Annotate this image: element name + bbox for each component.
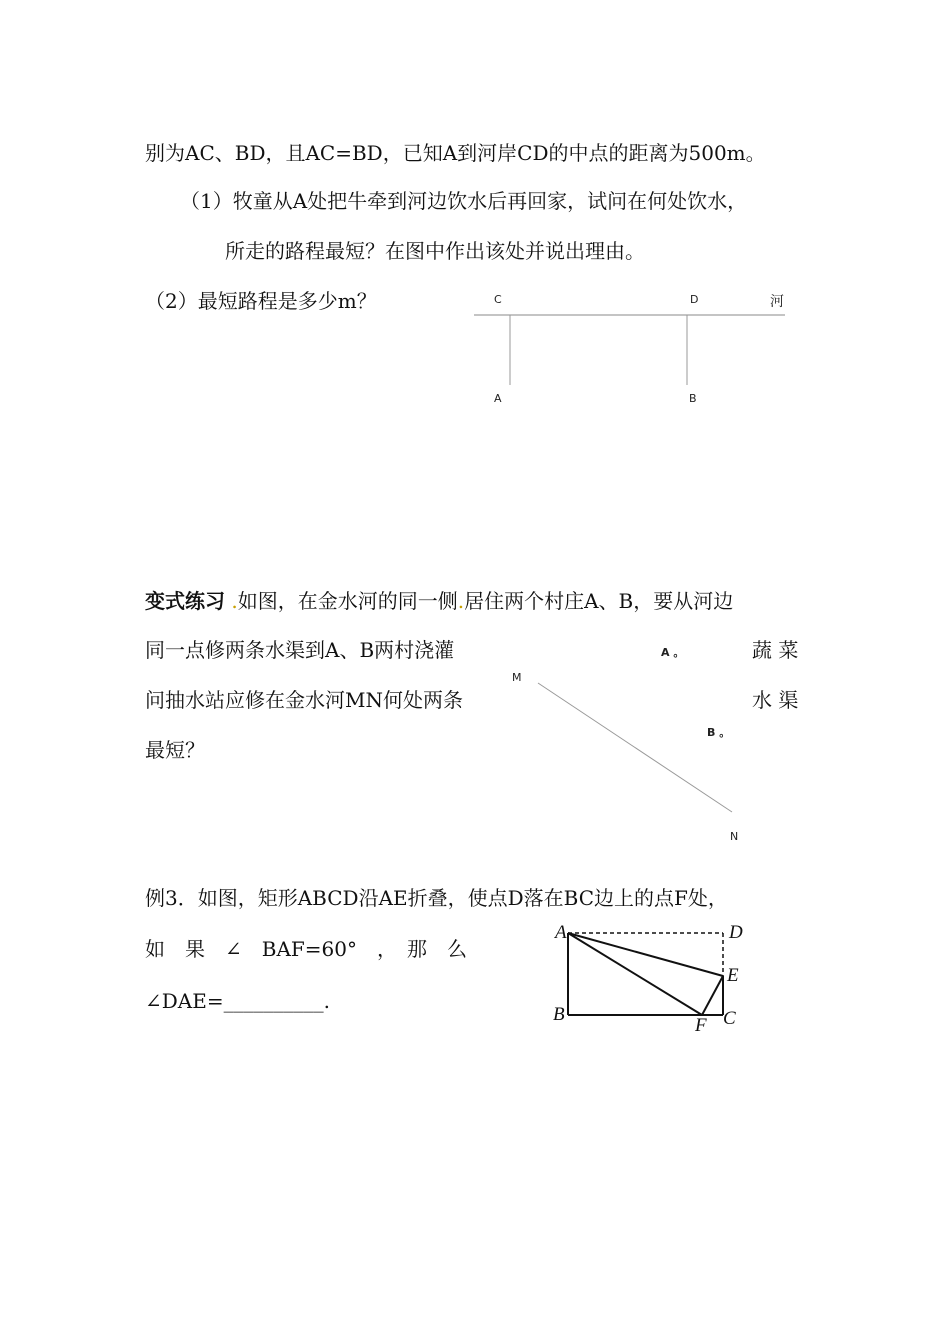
variant-text-1a: 如图，在金水河的同一侧 [237,589,458,613]
rect-label-d: D [729,922,743,943]
canal-figure [538,683,732,812]
label-m: M [512,671,522,684]
fold-line-ae [568,933,723,976]
variant-dot: . [231,589,238,613]
rectangle-figure [568,933,723,1015]
example-3-line-1: 例3．如图，矩形ABCD沿AE折叠，使点D落在BC边上的点F处， [145,886,728,910]
label-b: B [689,392,697,405]
example-3-line-3: ∠DAE=__________. [145,989,330,1013]
rect-label-a: A [555,922,567,943]
question-1-line-2: 所走的路程最短？在图中作出该处并说出理由。 [225,239,645,263]
village-b-label: B 。 [707,726,731,739]
question-1-line-1: （1）牧童从A处把牛牵到河边饮水后再回家，试问在何处饮水， [180,189,748,213]
variant-dot-2: . [457,589,465,613]
variant-text-1b: 居住两个村庄A、B，要从河边 [464,589,734,613]
rect-label-f: F [695,1015,707,1036]
river-mn-line [538,683,732,812]
variant-line-3: 问抽水站应修在金水河MN何处两条 [145,688,463,712]
label-d: D [690,293,699,306]
rect-label-c: C [723,1008,736,1029]
problem-intro-line: 别为AC、BD，且AC=BD，已知A到河岸CD的中点的距离为500m。 [145,141,766,165]
variant-line-2-right: 蔬 菜 [752,638,799,662]
river-figure [474,315,785,385]
variant-line-3-right: 水 渠 [752,688,799,712]
example-3-line-2: 如 果 ∠ BAF=60° ， 那 么 [145,937,467,961]
label-n: N [730,830,739,843]
rect-label-b: B [553,1004,565,1025]
rect-label-e: E [727,965,739,986]
variant-title: 变式练习 [145,589,225,613]
label-a: A [494,392,502,405]
variant-line-4: 最短？ [145,738,205,762]
label-river: 河 [770,294,784,310]
segment-af [568,933,702,1015]
variant-line-2: 同一点修两条水渠到A、B两村浇灌 [145,638,455,662]
question-2: （2）最短路程是多少m？ [145,289,377,313]
village-a-label: A 。 [661,646,685,659]
segment-fe [702,976,723,1015]
variant-line-1 [145,588,733,614]
label-c: C [494,293,502,306]
